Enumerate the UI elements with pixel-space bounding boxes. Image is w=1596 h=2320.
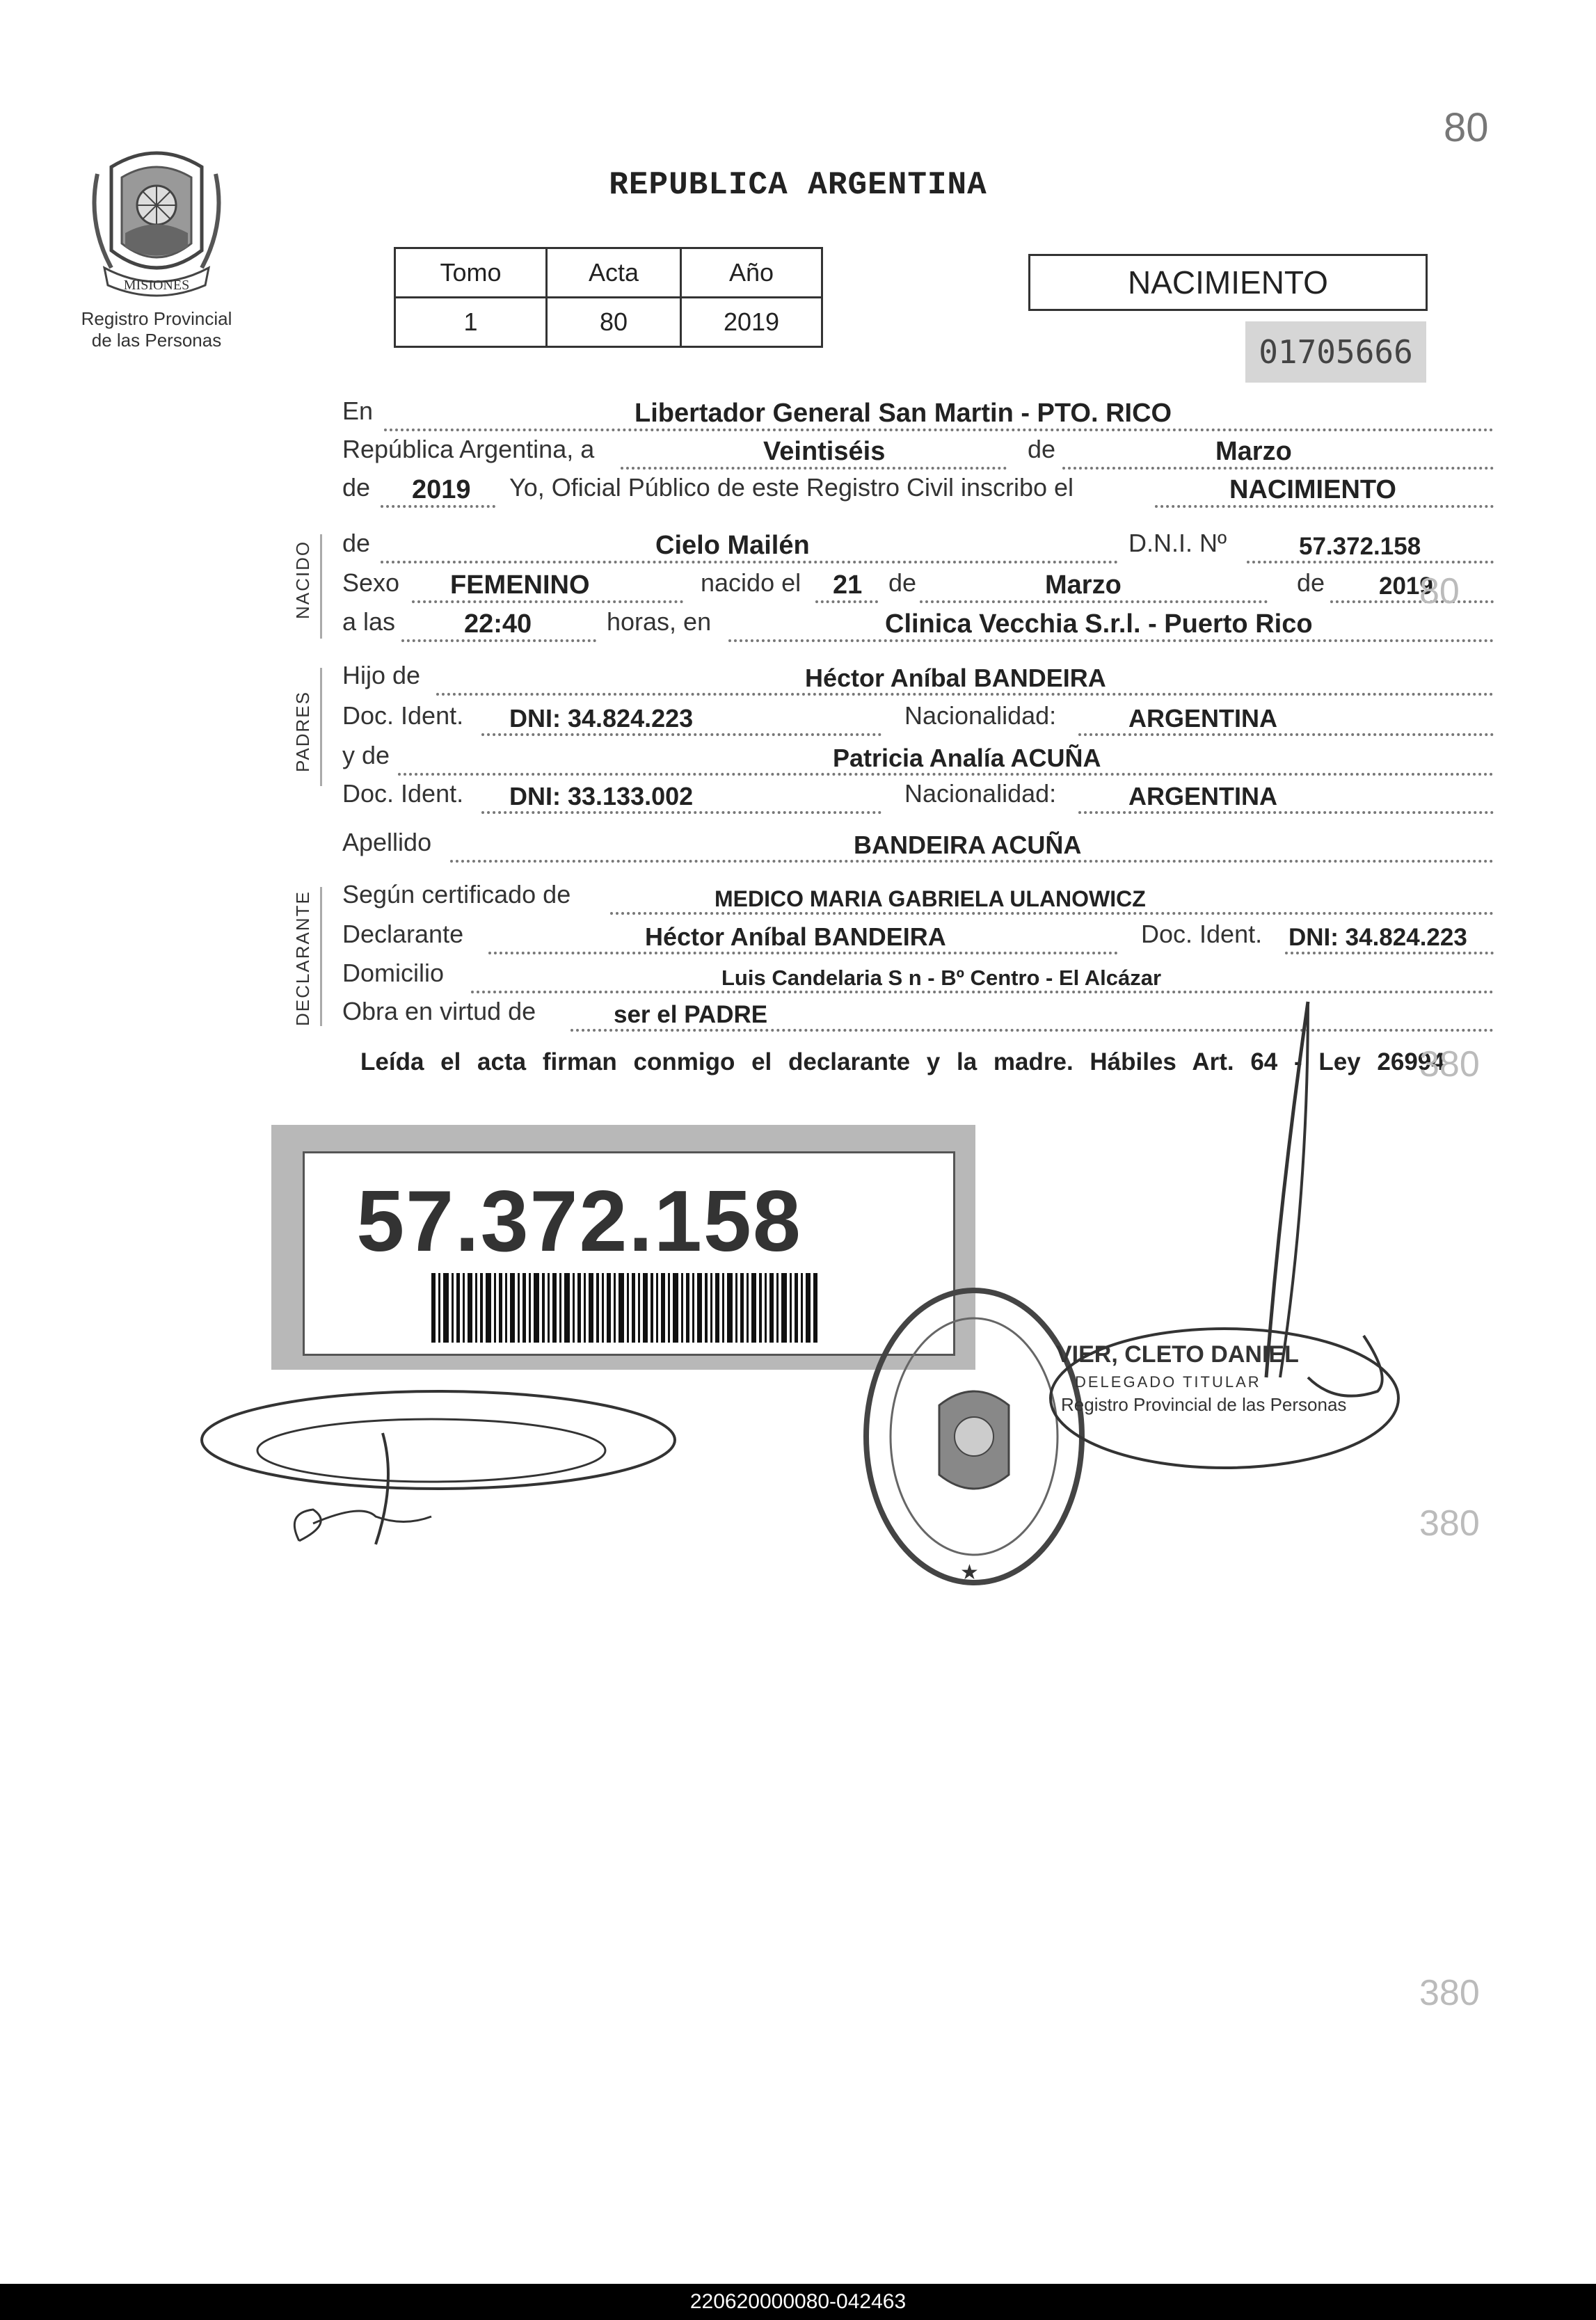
registry-caption-line1: Registro Provincial xyxy=(81,308,232,329)
record-table-cell: 2019 xyxy=(681,298,822,347)
value-declarant: Héctor Aníbal BANDEIRA xyxy=(645,922,946,951)
field-father-name xyxy=(342,661,1494,703)
value-birth-month: Marzo xyxy=(1045,570,1122,600)
act-type-box: NACIMIENTO xyxy=(1028,254,1428,311)
value-declarant-doc: DNI: 34.824.223 xyxy=(1288,924,1467,951)
label-republica: República Argentina, a xyxy=(342,435,595,463)
label-nacionalidad-father: Nacionalidad: xyxy=(904,701,1057,730)
record-table-header-row xyxy=(395,248,822,298)
side-label-declarante: DECLARANTE xyxy=(292,890,313,1026)
label-dni: D.N.I. Nº xyxy=(1128,529,1227,557)
registry-caption xyxy=(66,308,247,351)
field-certificate xyxy=(342,880,1494,922)
value-father-name: Héctor Aníbal BANDEIRA xyxy=(805,664,1106,692)
record-table-cell: 80 xyxy=(547,298,681,347)
page-title: REPUBLICA ARGENTINA xyxy=(609,167,987,203)
margin-mark: 80 xyxy=(1419,571,1460,611)
label-de: de xyxy=(1028,435,1056,463)
value-day-words: Veintiséis xyxy=(763,437,886,466)
value-act: NACIMIENTO xyxy=(1229,475,1396,504)
value-mother-nationality: ARGENTINA xyxy=(1128,782,1277,810)
value-mother-name: Patricia Analía ACUÑA xyxy=(833,744,1101,772)
label-nacido-el: nacido el xyxy=(701,568,801,597)
value-by-virtue: ser el PADRE xyxy=(614,1001,768,1028)
signer-office: Registro Provincial de las Personas xyxy=(1061,1394,1347,1415)
field-birth-time-place xyxy=(342,607,1494,649)
side-label-padres: PADRES xyxy=(292,691,313,772)
field-surname xyxy=(342,828,1494,870)
field-date xyxy=(342,435,1494,477)
value-sex: FEMENINO xyxy=(450,570,590,600)
label-doc-ident-mother: Doc. Ident. xyxy=(342,779,464,808)
label-de-year2: de xyxy=(1297,568,1325,597)
value-father-nationality: ARGENTINA xyxy=(1128,704,1277,733)
value-birth-day: 21 xyxy=(833,570,863,600)
label-inscribo: Yo, Oficial Público de este Registro Civil inscribo el xyxy=(509,473,1074,502)
closing-text: Leída el acta firman conmigo el declarante y la madre. Hábiles Art. 64 - Ley 26994 xyxy=(360,1048,1445,1075)
field-mother-name xyxy=(342,741,1494,783)
footer-code: 220620000080-042463 xyxy=(689,2290,907,2313)
label-sexo: Sexo xyxy=(342,568,400,597)
signature-left-icon xyxy=(195,1384,737,1558)
margin-mark: 380 xyxy=(1419,1973,1480,2013)
label-hijo-de: Hijo de xyxy=(342,661,421,689)
signer-title: DELEGADO TITULAR xyxy=(1075,1373,1261,1391)
field-mother-doc xyxy=(342,779,1494,821)
record-table-value-row xyxy=(395,298,822,347)
record-table-header: Acta xyxy=(547,248,681,298)
crest-text: MISIONES xyxy=(123,278,190,293)
barcode-icon xyxy=(431,1273,821,1343)
value-child-dni: 57.372.158 xyxy=(1299,533,1421,560)
record-table xyxy=(394,247,823,348)
value-child-name: Cielo Mailén xyxy=(655,531,810,560)
label-segun-certificado: Según certificado de xyxy=(342,880,571,909)
record-table-header: Tomo xyxy=(395,248,547,298)
value-certificate: MEDICO MARIA GABRIELA ULANOWICZ xyxy=(715,886,1146,911)
field-father-doc xyxy=(342,701,1494,743)
label-de-name: de xyxy=(342,529,371,557)
dni-number: 57.372.158 xyxy=(356,1174,802,1270)
serial-number: 01705666 xyxy=(1245,321,1426,383)
margin-mark: 380 xyxy=(1419,1503,1480,1544)
label-domicilio: Domicilio xyxy=(342,959,445,987)
signer-name: VIER, CLETO DANIEL xyxy=(1056,1341,1299,1368)
label-horas-en: horas, en xyxy=(607,607,712,636)
value-mother-doc: DNI: 33.133.002 xyxy=(509,782,694,810)
label-apellido: Apellido xyxy=(342,828,432,856)
field-place xyxy=(342,397,1494,438)
margin-mark: 380 xyxy=(1419,1044,1480,1085)
record-table-cell: 1 xyxy=(395,298,547,347)
label-en: En xyxy=(342,397,374,425)
registry-caption-line2: de las Personas xyxy=(91,330,222,351)
label-y-de: y de xyxy=(342,741,390,769)
value-month: Marzo xyxy=(1215,437,1292,466)
value-year: 2019 xyxy=(412,475,471,504)
field-child-name xyxy=(342,529,1494,570)
field-declarant xyxy=(342,920,1494,961)
label-doc-ident-father: Doc. Ident. xyxy=(342,701,464,730)
label-nacionalidad-mother: Nacionalidad: xyxy=(904,779,1057,808)
page-number: 80 xyxy=(1444,105,1489,150)
record-table-header: Año xyxy=(681,248,822,298)
value-surname: BANDEIRA ACUÑA xyxy=(854,831,1082,859)
side-label-nacido: NACIDO xyxy=(292,540,313,619)
label-a-las: a las xyxy=(342,607,396,636)
value-father-doc: DNI: 34.824.223 xyxy=(509,704,694,733)
svg-text:★: ★ xyxy=(960,1560,979,1585)
value-birth-year: 2019 xyxy=(1379,573,1433,600)
label-de-month: de xyxy=(888,568,917,597)
label-de-year: de xyxy=(342,473,371,502)
label-declarante: Declarante xyxy=(342,920,464,948)
value-place: Libertador General San Martin - PTO. RICO xyxy=(635,399,1172,428)
label-doc-ident-declarant: Doc. Ident. xyxy=(1141,920,1263,948)
value-address: Luis Candelaria S n - Bº Centro - El Alcázar xyxy=(721,966,1162,990)
value-birth-place: Clinica Vecchia S.r.l. - Puerto Rico xyxy=(885,609,1313,639)
field-sex-birth xyxy=(342,568,1494,610)
field-year-act xyxy=(342,473,1494,515)
label-obra-en-virtud: Obra en virtud de xyxy=(342,997,536,1025)
value-birth-time: 22:40 xyxy=(464,609,532,639)
